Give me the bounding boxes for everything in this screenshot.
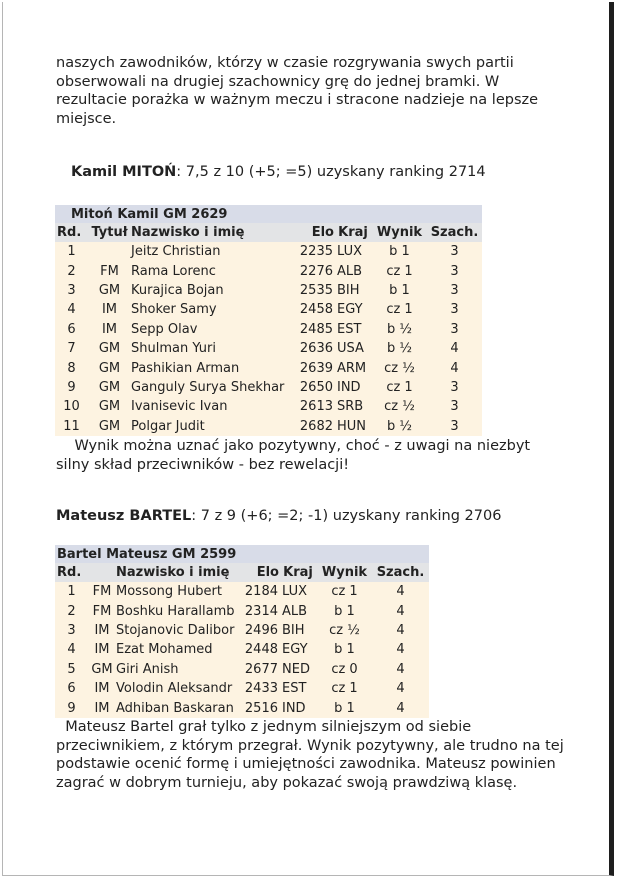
player1-heading <box>71 163 486 181</box>
table-cell: GM <box>88 378 131 397</box>
table-cell: 4 <box>372 640 429 659</box>
table-cell: cz 1 <box>317 582 372 601</box>
table-cell: 2235 <box>296 242 334 261</box>
table-cell: BIH <box>279 621 317 640</box>
table-cell: 7 <box>55 339 88 358</box>
table-cell: 2448 <box>241 640 279 659</box>
table-row <box>55 397 482 416</box>
table-cell: ALB <box>334 261 372 280</box>
player2-stats: : 7 z 9 (+6; =2; -1) uzyskany ranking 2706 <box>191 508 502 524</box>
table-cell: 3 <box>55 281 88 300</box>
table-cell: IND <box>334 378 372 397</box>
table-cell: b 1 <box>372 242 427 261</box>
player1-comment: Wynik można uznać jako pozytywny, choć - z uwagi na niezbyt silny skład przeciwników - bez rewelacji! <box>56 438 531 473</box>
table-cell: IND <box>279 698 317 717</box>
table-cell: 4 <box>55 640 88 659</box>
table-cell: Ivanisevic Ivan <box>131 397 296 416</box>
table-cell: cz 1 <box>372 378 427 397</box>
table-cell: Pashikian Arman <box>131 358 296 377</box>
table-cell: 2485 <box>296 320 334 339</box>
table-cell: 4 <box>372 621 429 640</box>
table-cell: Adhiban Baskaran <box>116 698 241 717</box>
table-cell: 2639 <box>296 358 334 377</box>
table-cell: 6 <box>55 679 88 698</box>
table-cell: 2496 <box>241 621 279 640</box>
column-header: Elo <box>296 223 334 242</box>
column-header: Nazwisko i imię <box>116 563 241 582</box>
table-title-row <box>55 205 482 223</box>
table-cell: GM <box>88 339 131 358</box>
table-cell: IM <box>88 640 116 659</box>
table-row <box>55 339 482 358</box>
table-row <box>55 582 429 601</box>
table-cell: b 1 <box>372 281 427 300</box>
table-cell: b ½ <box>372 320 427 339</box>
table-cell: FM <box>88 582 116 601</box>
table-cell: IM <box>88 621 116 640</box>
table-cell: 3 <box>427 281 482 300</box>
table-cell: 4 <box>372 601 429 620</box>
table-cell: 4 <box>427 358 482 377</box>
table-cell: Kurajica Bojan <box>131 281 296 300</box>
table-cell: 10 <box>55 397 88 416</box>
table-row <box>55 281 482 300</box>
column-header: Kraj <box>334 223 372 242</box>
table-cell: Jeitz Christian <box>131 242 296 261</box>
column-header: Tytuł <box>88 223 131 242</box>
player2-heading <box>56 507 501 525</box>
table-cell: ARM <box>334 358 372 377</box>
table-cell: 3 <box>427 242 482 261</box>
player1-name: Kamil MITOŃ <box>71 164 177 180</box>
table-cell: GM <box>88 358 131 377</box>
table-cell: cz 0 <box>317 660 372 679</box>
column-header: Szach. <box>372 563 429 582</box>
table-cell: 1 <box>55 582 88 601</box>
table-row <box>55 417 482 436</box>
player2-name: Mateusz BARTEL <box>56 508 192 524</box>
table-cell: NED <box>279 660 317 679</box>
table-cell: 1 <box>55 242 88 261</box>
table-cell: 8 <box>55 358 88 377</box>
table-cell: 4 <box>372 679 429 698</box>
table-title: Bartel Mateusz GM 2599 <box>55 545 429 563</box>
table-cell: 3 <box>55 621 88 640</box>
table-cell: SRB <box>334 397 372 416</box>
table-cell: 5 <box>55 660 88 679</box>
table-cell: EST <box>334 320 372 339</box>
table-cell: 3 <box>427 320 482 339</box>
table-cell: b 1 <box>317 601 372 620</box>
table-row <box>55 261 482 280</box>
table-row <box>55 640 429 659</box>
table-cell: 3 <box>427 378 482 397</box>
table-cell: cz 1 <box>372 300 427 319</box>
table-row <box>55 320 482 339</box>
player2-results-table <box>55 545 429 718</box>
table-cell: 9 <box>55 698 88 717</box>
table-cell: 2 <box>55 601 88 620</box>
player1-results-table <box>55 205 482 436</box>
column-header: Rd. <box>55 563 88 582</box>
intro-paragraph: naszych zawodników, którzy w czasie rozgrywania swych partii obserwowali na drugiej szachownicy grę do jednej bramki. W rezultacie porażka w ważnym meczu i stracone nadzieje na lepsze miejsce. <box>56 55 539 127</box>
table-row <box>55 679 429 698</box>
table-cell: Boshku Harallamb <box>116 601 241 620</box>
table-cell <box>88 242 131 261</box>
table-cell: FM <box>88 261 131 280</box>
table-cell: 2682 <box>296 417 334 436</box>
table-cell: cz ½ <box>372 397 427 416</box>
table-cell: EGY <box>279 640 317 659</box>
table-cell: Stojanovic Dalibor <box>116 621 241 640</box>
table-cell: 3 <box>427 261 482 280</box>
table-cell: 2433 <box>241 679 279 698</box>
table-cell: 2650 <box>296 378 334 397</box>
table-cell: GM <box>88 281 131 300</box>
table-cell: 2535 <box>296 281 334 300</box>
table-cell: cz 1 <box>317 679 372 698</box>
table-row <box>55 601 429 620</box>
table-cell: 6 <box>55 320 88 339</box>
table-cell: 2636 <box>296 339 334 358</box>
table-cell: cz ½ <box>372 358 427 377</box>
table-header-row <box>55 223 482 242</box>
table-cell: Shulman Yuri <box>131 339 296 358</box>
table-title-row <box>55 545 429 563</box>
table-cell: Giri Anish <box>116 660 241 679</box>
column-header: Rd. <box>55 223 88 242</box>
table-cell: GM <box>88 397 131 416</box>
table-cell: GM <box>88 660 116 679</box>
table-cell: cz ½ <box>317 621 372 640</box>
table-cell: 2276 <box>296 261 334 280</box>
table-cell: 3 <box>427 417 482 436</box>
column-header <box>88 563 116 582</box>
table-row <box>55 378 482 397</box>
table-cell: USA <box>334 339 372 358</box>
table-cell: LUX <box>279 582 317 601</box>
table-cell: IM <box>88 679 116 698</box>
table-cell: FM <box>88 601 116 620</box>
table-cell: b ½ <box>372 339 427 358</box>
table-cell: b 1 <box>317 698 372 717</box>
table-cell: 4 <box>372 582 429 601</box>
column-header: Wynik <box>372 223 427 242</box>
column-header: Elo <box>241 563 279 582</box>
table-row <box>55 621 429 640</box>
table-cell: IM <box>88 300 131 319</box>
table-title: Mitoń Kamil GM 2629 <box>55 205 482 223</box>
table-cell: Volodin Aleksandr <box>116 679 241 698</box>
table-cell: Shoker Samy <box>131 300 296 319</box>
table-cell: Ezat Mohamed <box>116 640 241 659</box>
table-row <box>55 242 482 261</box>
table-cell: GM <box>88 417 131 436</box>
table-cell: Mossong Hubert <box>116 582 241 601</box>
table-cell: 9 <box>55 378 88 397</box>
table-cell: 2516 <box>241 698 279 717</box>
table-cell: Ganguly Surya Shekhar <box>131 378 296 397</box>
player1-stats: : 7,5 z 10 (+5; =5) uzyskany ranking 2714 <box>176 164 486 180</box>
table-cell: b ½ <box>372 417 427 436</box>
table-cell: b 1 <box>317 640 372 659</box>
table-row <box>55 300 482 319</box>
table-cell: ALB <box>279 601 317 620</box>
table-cell: 4 <box>427 339 482 358</box>
column-header: Wynik <box>317 563 372 582</box>
table-row <box>55 660 429 679</box>
table-cell: 4 <box>372 698 429 717</box>
table-cell: 3 <box>427 300 482 319</box>
column-header: Szach. <box>427 223 482 242</box>
table-cell: IM <box>88 698 116 717</box>
document-page <box>2 2 614 876</box>
player2-comment: Mateusz Bartel grał tylko z jednym silniejszym od siebie przeciwnikiem, z którym przegrał. Wynik pozytywny, ale trudno na tej podstawie ocenić formę i umiejętności zawodnika. Mateusz powinien zagrać w dobrym turnieju, aby pokazać swoją prawdziwą klasę. <box>56 719 564 791</box>
table-cell: IM <box>88 320 131 339</box>
table-cell: Rama Lorenc <box>131 261 296 280</box>
table-cell: BIH <box>334 281 372 300</box>
table-cell: 4 <box>55 300 88 319</box>
table-cell: 2458 <box>296 300 334 319</box>
table-cell: 4 <box>372 660 429 679</box>
table-cell: Polgar Judit <box>131 417 296 436</box>
table-cell: 2 <box>55 261 88 280</box>
table-cell: 2184 <box>241 582 279 601</box>
table-cell: LUX <box>334 242 372 261</box>
table-cell: EST <box>279 679 317 698</box>
table-cell: 3 <box>427 397 482 416</box>
table-cell: Sepp Olav <box>131 320 296 339</box>
column-header: Kraj <box>279 563 317 582</box>
table-row <box>55 698 429 717</box>
column-header: Nazwisko i imię <box>131 223 296 242</box>
table-cell: 11 <box>55 417 88 436</box>
table-cell: EGY <box>334 300 372 319</box>
table-cell: 2677 <box>241 660 279 679</box>
table-cell: 2613 <box>296 397 334 416</box>
table-cell: 2314 <box>241 601 279 620</box>
table-row <box>55 358 482 377</box>
table-header-row <box>55 563 429 582</box>
table-cell: HUN <box>334 417 372 436</box>
table-cell: cz 1 <box>372 261 427 280</box>
